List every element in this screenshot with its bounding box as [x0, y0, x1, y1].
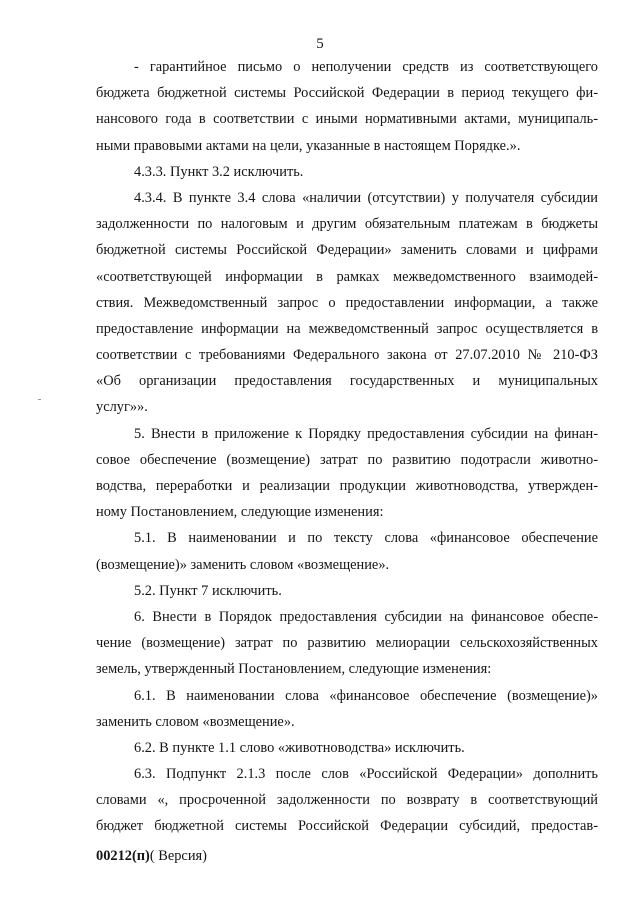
text-line: 4.3.4. В пункте 3.4 слова «наличии (отсутствии) у получателя субсидии	[134, 189, 598, 206]
text-line: 5.1. В наименовании и по тексту слова «финансовое обеспечение	[134, 530, 598, 547]
document-body	[96, 54, 598, 840]
text-line: задолженности по налоговым и другим обязательным платежам в бюджеты	[96, 216, 598, 233]
text-line: - гарантийное письмо о неполучении средств из соответствующего	[134, 59, 598, 75]
document-code: 00212(п)	[96, 848, 150, 864]
text-line: 6.3. Подпункт 2.1.3 после слов «Российской Федерации» дополнить	[134, 766, 598, 783]
text-line: заменить словом «возмещение».	[96, 713, 295, 730]
text-line: 6. Внести в Порядок предоставления субсидии на финансовое обеспе-	[134, 608, 598, 625]
text-line: 5. Внести в приложение к Порядку предоставления субсидии на финан-	[134, 425, 598, 442]
text-line: 6.1. В наименовании слова «финансовое обеспечение (возмещение)»	[134, 687, 598, 704]
text-line: (возмещение)» заменить словом «возмещение».	[96, 556, 390, 573]
text-line: нансового года в соответствии с иными нормативными актами, муниципаль-	[96, 111, 598, 128]
text-line: ными правовыми актами на цели, указанные в настоящем Порядке.».	[96, 137, 521, 154]
text-line: предоставление информации на межведомственный запрос осуществляется в	[96, 320, 598, 337]
text-line: бюджет бюджетной системы Российской Федерации субсидий, предостав-	[96, 818, 598, 835]
text-line: «соответствующей информации в рамках межведомственного взаимодей-	[96, 268, 598, 285]
text-line: 4.3.3. Пункт 3.2 исключить.	[134, 163, 304, 180]
text-line: 6.2. В пункте 1.1 слово «животноводства» исключить.	[134, 739, 465, 756]
text-line: чение (возмещение) затрат по развитию мелиорации сельскохозяйственных	[96, 635, 598, 652]
text-line: водства, переработки и реализации продукции животноводства, утвержден-	[96, 478, 598, 494]
text-line: словами «, просроченной задолженности по возврату в соответствующий	[96, 792, 598, 809]
text-line: ному Постановлением, следующие изменения:	[96, 504, 384, 521]
version-label: ( Версия)	[149, 848, 207, 864]
margin-mark	[38, 399, 41, 400]
text-line: 5.2. Пункт 7 исключить.	[134, 582, 282, 599]
text-line: бюджетной системы Российской Федерации» заменить словами и цифрами	[96, 242, 598, 259]
page-number: 5	[316, 36, 324, 52]
text-line: соответствии с требованиями Федерального закона от 27.07.2010 № 210-ФЗ	[96, 347, 598, 364]
text-line: услуг»».	[96, 399, 148, 416]
text-line: земель, утвержденный Постановлением, следующие изменения:	[96, 661, 492, 678]
document-footer	[96, 848, 207, 865]
text-line: бюджета бюджетной системы Российской Федерации в период текущего фи-	[96, 85, 598, 102]
text-line: ствия. Межведомственный запрос о предоставлении информации, а также	[96, 294, 598, 311]
text-line: совое обеспечение (возмещение) затрат по развитию подотрасли животно-	[96, 451, 598, 468]
text-line: «Об организации предоставления государственных и муниципальных	[96, 373, 598, 390]
